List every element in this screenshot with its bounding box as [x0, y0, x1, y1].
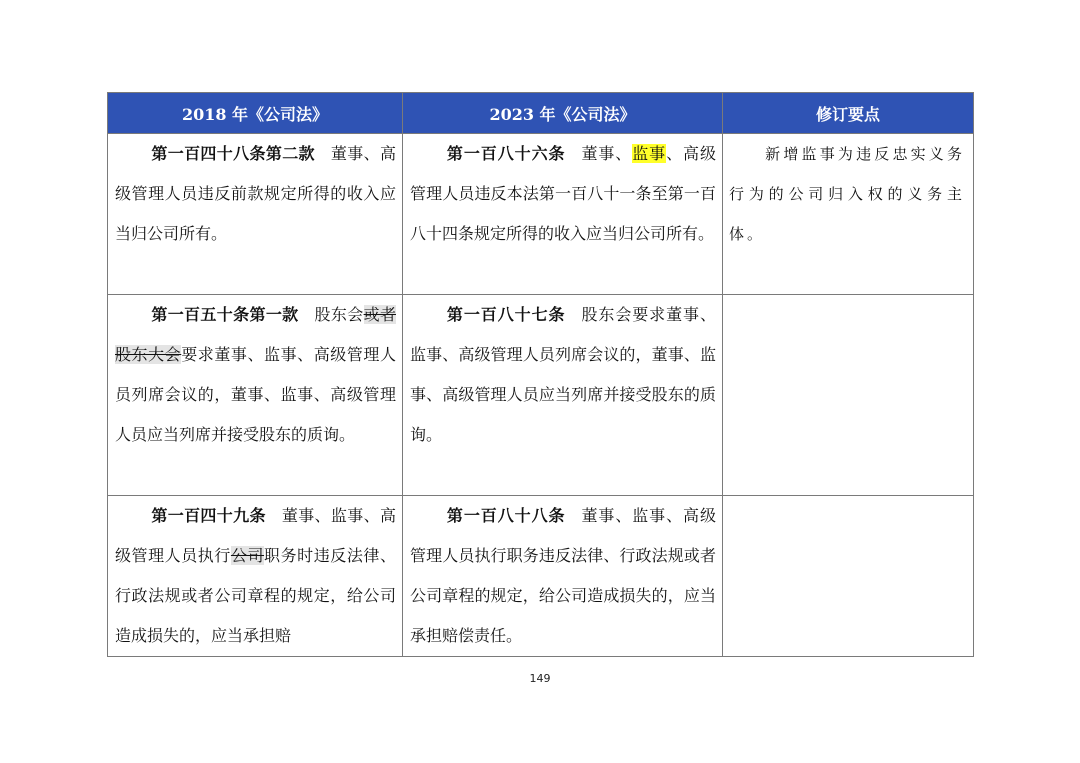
law-comparison-table — [107, 92, 974, 657]
table-row — [108, 295, 974, 496]
article-number: 第一百五十条第一款 — [151, 305, 299, 324]
header-revision-points: 修订要点 — [723, 93, 974, 134]
new-law-cell — [403, 295, 723, 496]
revision-note-cell — [723, 496, 974, 657]
article-number: 第一百八十七条 — [446, 305, 566, 324]
new-law-cell — [403, 496, 723, 657]
article-number: 第一百四十八条第二款 — [151, 144, 315, 163]
revision-note-cell — [723, 295, 974, 496]
revision-note: 新增监事为违反忠实义务行为的公司归入权的义务主体。 — [729, 145, 965, 243]
article-text: 董事、监事、高级管理人员执行职务违反法律、行政法规或者公司章程的规定，给公司造成损失的，应当承担赔偿责任。 — [410, 506, 716, 645]
deleted-text: 公司 — [230, 546, 265, 565]
old-law-cell — [108, 134, 403, 295]
old-law-cell — [108, 295, 403, 496]
article-text: 股东会 — [314, 305, 364, 324]
page-number: 149 — [529, 672, 551, 685]
header-2023-law: 2023 年《公司法》 — [403, 93, 723, 134]
article-number: 第一百四十九条 — [151, 506, 266, 525]
article-text: 董事、高级管理人员违反前款规定所得的收入应当归公司所有。 — [115, 144, 396, 243]
article-text: 、高级管理人员违反本法第一百八十一条至第一百八十四条规定所得的收入应当归公司所有。 — [410, 144, 716, 243]
table-header-row — [108, 93, 974, 134]
table-row — [108, 496, 974, 657]
revision-note-cell — [723, 134, 974, 295]
header-2018-law: 2018 年《公司法》 — [108, 93, 403, 134]
article-text: 股东会要求董事、监事、高级管理人员列席会议的，董事、监事、高级管理人员应当列席并接受股东的质询。 — [410, 305, 716, 444]
old-law-cell — [108, 496, 403, 657]
highlighted-text: 监事 — [632, 144, 667, 163]
article-text: 董事、 — [581, 144, 633, 163]
article-text: 职务时违反法律、行政法规或者公司章程的规定，给公司造成损失的，应当承担赔 — [115, 546, 396, 645]
new-law-cell — [403, 134, 723, 295]
deleted-text: 或者股东大会 — [115, 305, 396, 364]
article-text: 董事、监事、高级管理人员执行 — [115, 506, 396, 565]
article-number: 第一百八十六条 — [446, 144, 566, 163]
table-row — [108, 134, 974, 295]
article-text: 要求董事、监事、高级管理人员列席会议的，董事、监事、高级管理人员应当列席并接受股东的质询。 — [115, 345, 396, 444]
article-number: 第一百八十八条 — [446, 506, 566, 525]
